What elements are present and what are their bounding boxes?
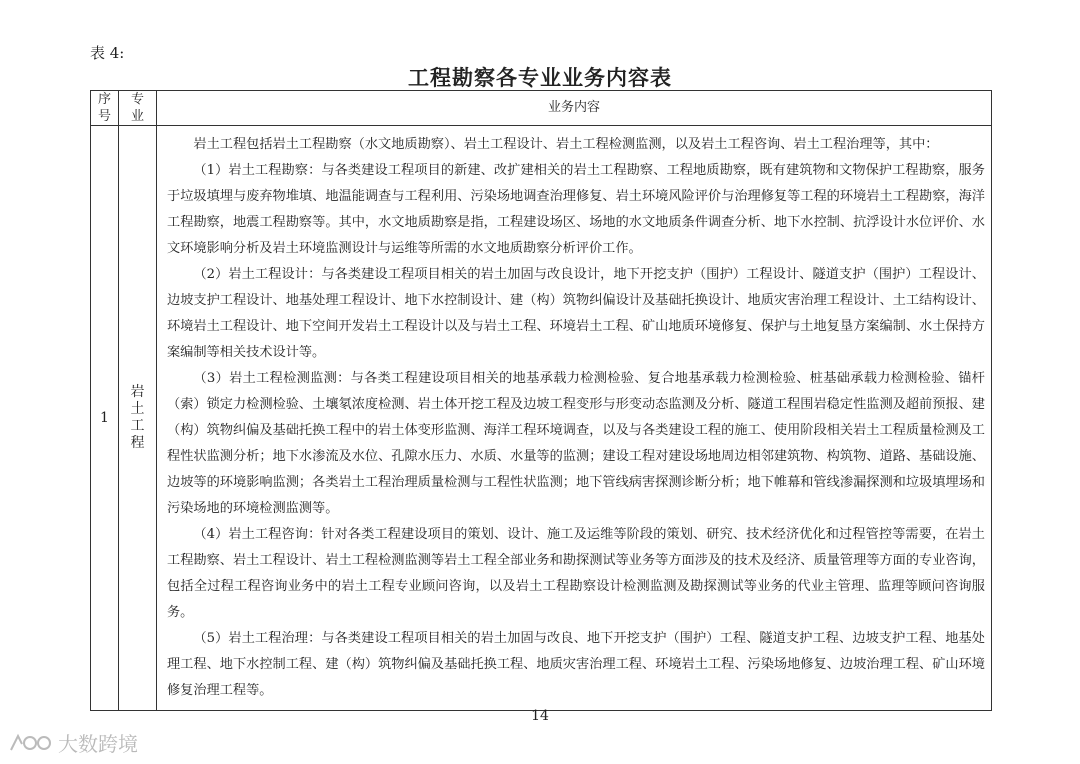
content-item-3: （3）岩土工程检测监测：与各类工程建设项目相关的地基承载力检测检验、复合地基承载力检测检验、桩基础承载力检测检验、锚杆（索）锁定力检测检验、土壤氡浓度检测、岩土体开挖工程及边坡工程变形与形变动态监测及分析、隧道工程围岩稳定性监测及超前预报、建（构）筑物纠偏及基础托换工程中的岩土体变形监测、海洋工程环境调查，以及与各类建设工程的施工、使用阶段相关岩土工程质量检测及工程性状监测分析；地下水渗流及水位、孔隙水压力、水质、水量等的监测；建设工程对建设场地周边相邻建筑物、构筑物、道路、基础设施、边坡等的环境影响监测；各类岩土工程治理质量检测与工程性状监测；地下管线病害探测诊断分析；地下帷幕和管线渗漏探测和垃圾填埋场和污染场地的环境检测监测等。 — [167, 371, 985, 516]
row-major-text: 岩土工程 — [130, 384, 145, 451]
document-title: 工程勘察各专业业务内容表 — [408, 66, 672, 90]
row-content — [157, 126, 992, 711]
header-major-text: 专业 — [130, 92, 144, 124]
header-number — [91, 91, 119, 126]
row-number: 1 — [91, 126, 119, 711]
header-major — [119, 91, 157, 126]
content-item-2: （2）岩土工程设计：与各类建设工程项目相关的岩土加固与改良设计，地下开挖支护（围护）工程设计、隧道支护（围护）工程设计、边坡支护工程设计、地基处理工程设计、地下水控制设计、建（构）筑物纠偏设计及基础托换设计、地质灾害治理工程设计、土工结构设计、环境岩土工程设计、地下空间开发岩土工程设计以及与岩土工程、环境岩土工程、矿山地质环境修复、保护与土地复垦方案编制、水土保持方案编制等相关技术设计等。 — [167, 267, 985, 360]
page-number: 14 — [531, 708, 549, 724]
content-item-4: （4）岩土工程咨询：针对各类工程建设项目的策划、设计、施工及运维等阶段的策划、研究、技术经济优化和过程管控等需要，在岩土工程勘察、岩土工程设计、岩土工程检测监测等岩土工程全部业务和勘探测试等业务等方面涉及的技术及经济、质量管理等方面的专业咨询，包括全过程工程咨询业务中的岩土工程专业顾问咨询，以及岩土工程勘察设计检测监测及勘探测试等业务的代业主管理、监理等顾问咨询服务。 — [167, 527, 985, 620]
watermark — [8, 728, 138, 757]
business-content-table — [90, 90, 992, 711]
watermark-text: 大数跨境 — [58, 732, 138, 756]
table-label: 表 4: — [90, 44, 125, 62]
header-content: 业务内容 — [157, 91, 992, 126]
content-intro: 岩土工程包括岩土工程勘察（水文地质勘察）、岩土工程设计、岩土工程检测监测，以及岩土工程咨询、岩土工程治理等，其中： — [193, 137, 939, 152]
content-item-1: （1）岩土工程勘察：与各类建设工程项目的新建、改扩建相关的岩土工程勘察、工程地质勘察，既有建筑物和文物保护工程勘察，服务于垃圾填埋与废弃物堆填、地温能调查与工程利用、污染场地调查治理修复、岩土环境风险评价与治理修复等工程的环境岩土工程勘察，海洋工程勘察，地震工程勘察等。其中，水文地质勘察是指，工程建设场区、场地的水文地质条件调查分析、地下水控制、抗浮设计水位评价、水文环境影响分析及岩土环境监测设计与运维等所需的水文地质勘察分析评价工作。 — [167, 163, 985, 256]
watermark-logo-icon — [8, 732, 54, 754]
table-header-row — [91, 91, 992, 126]
table-row — [91, 126, 992, 711]
content-item-5: （5）岩土工程治理：与各类建设工程项目相关的岩土加固与改良、地下开挖支护（围护）工程、隧道支护工程、边坡支护工程、地基处理工程、地下水控制工程、建（构）筑物纠偏及基础托换工程、地质灾害治理工程、环境岩土工程、污染场地修复、边坡治理工程、矿山环境修复治理工程等。 — [167, 631, 985, 698]
row-major — [119, 126, 157, 711]
header-number-text: 序号 — [97, 92, 111, 124]
